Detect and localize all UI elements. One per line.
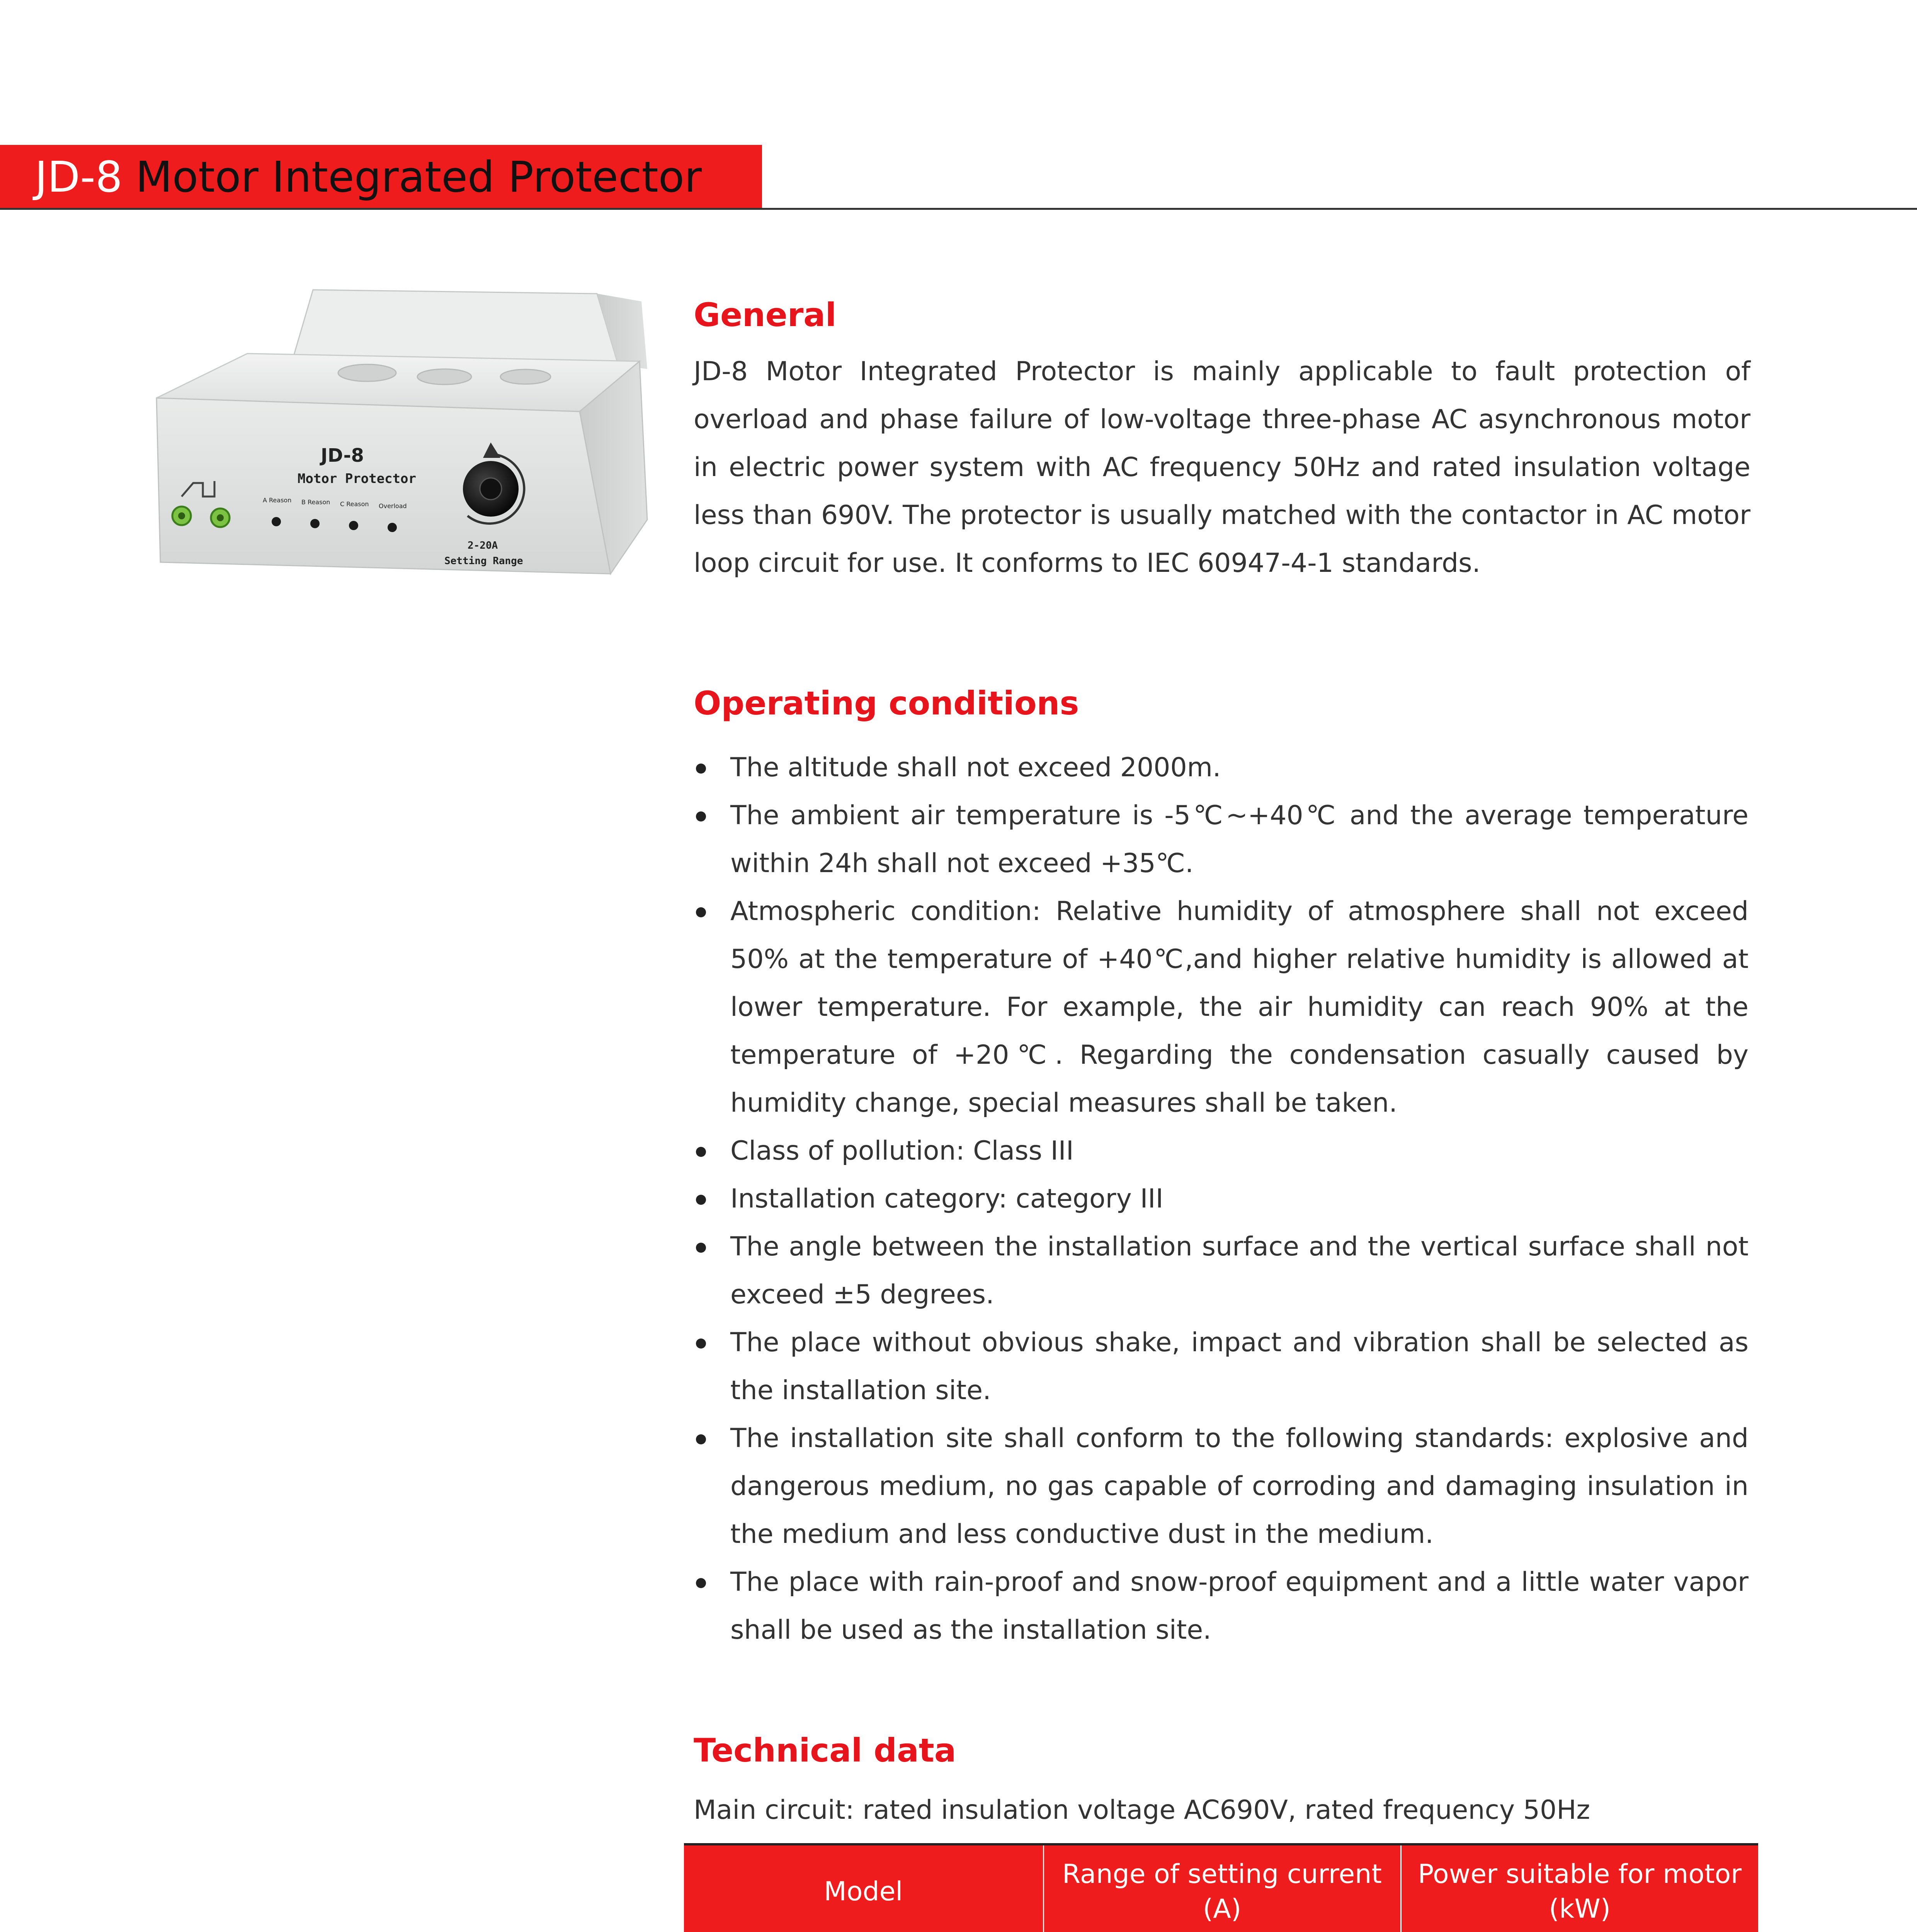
photo-model-label: JD-8 <box>321 445 364 466</box>
bullet-icon <box>696 811 706 821</box>
general-description: JD-8 Motor Integrated Protector is mainly applicable to fault protection of overload and phase failure of low-voltage three-phase AC asynchronous motor in electric power system with AC frequency 50Hz and rated insulation voltage less than 690V. The protector is usually matched with the contactor in AC motor loop circuit for use. It conforms to IEC 60947-4-1 standards. <box>694 356 1750 578</box>
product-photo <box>151 280 663 609</box>
list-item: The place with rain-proof and snow-proof equipment and a little water vapor shall be used as the installation site. <box>694 1558 1749 1654</box>
photo-indicator-b-label: B Reason <box>301 498 330 506</box>
bullet-icon <box>696 1243 706 1253</box>
main-circuit-table <box>684 1843 1758 1932</box>
column-header: Power suitable for motor (kW) <box>1401 1844 1758 1932</box>
bullet-icon <box>696 1338 706 1349</box>
photo-range-label: 2-20A <box>468 540 498 551</box>
bullet-icon <box>696 1434 706 1444</box>
list-item: The place without obvious shake, impact and vibration shall be selected as the installation site. <box>694 1319 1749 1415</box>
technical-data-heading: Technical data <box>694 1731 956 1769</box>
title-model: JD-8 <box>35 152 122 202</box>
list-item: The installation site shall conform to the following standards: explosive and dangerous medium, no gas capable of corroding and damaging insulation in the medium and less conductive dust in the medium. <box>694 1415 1749 1558</box>
page-title-bar <box>0 145 762 209</box>
list-item: Class of pollution: Class III <box>694 1127 1749 1175</box>
bullet-icon <box>696 764 706 774</box>
bullet-icon <box>696 1195 706 1205</box>
list-item: Atmospheric condition: Relative humidity of atmosphere shall not exceed 50% at the temperature of +40℃,and higher relative humidity is allowed at lower temperature. For example, the air humidity can reach 90% at the temperature of +20℃. Regarding the condensation casually caused by humidity change, special measures shall be taken. <box>694 888 1749 1127</box>
general-heading: General <box>694 296 837 334</box>
led-b-icon <box>310 519 320 528</box>
led-c-icon <box>349 521 358 530</box>
photo-indicator-c-label: C Reason <box>340 500 369 508</box>
operating-conditions-list <box>694 744 1749 1654</box>
photo-indicator-overload-label: Overload <box>379 502 407 510</box>
title-product-name: Motor Integrated Protector <box>135 152 702 202</box>
list-item: The ambient air temperature is -5℃~+40℃ and the average temperature within 24h shall not exceed +35℃. <box>694 792 1749 888</box>
operating-conditions-heading: Operating conditions <box>694 684 1079 722</box>
photo-setting-label: Setting Range <box>444 555 523 567</box>
column-header: Range of setting current (A) <box>1043 1844 1401 1932</box>
list-item: The angle between the installation surface and the vertical surface shall not exceed ±5 degrees. <box>694 1223 1749 1319</box>
photo-indicator-a-label: A Reason <box>263 497 292 504</box>
photo-product-label: Motor Protector <box>298 471 417 486</box>
title-divider <box>0 208 1917 210</box>
led-a-icon <box>272 517 281 526</box>
bullet-icon <box>696 1147 706 1157</box>
bullet-icon <box>696 1578 706 1588</box>
bullet-icon <box>696 907 706 917</box>
list-item: The altitude shall not exceed 2000m. <box>694 744 1749 792</box>
table-header-row <box>684 1844 1758 1932</box>
led-overload-icon <box>388 523 397 532</box>
main-circuit-caption: Main circuit: rated insulation voltage AC690V, rated frequency 50Hz <box>694 1795 1590 1825</box>
column-header: Model <box>684 1844 1043 1932</box>
list-item: Installation category: category III <box>694 1175 1749 1223</box>
